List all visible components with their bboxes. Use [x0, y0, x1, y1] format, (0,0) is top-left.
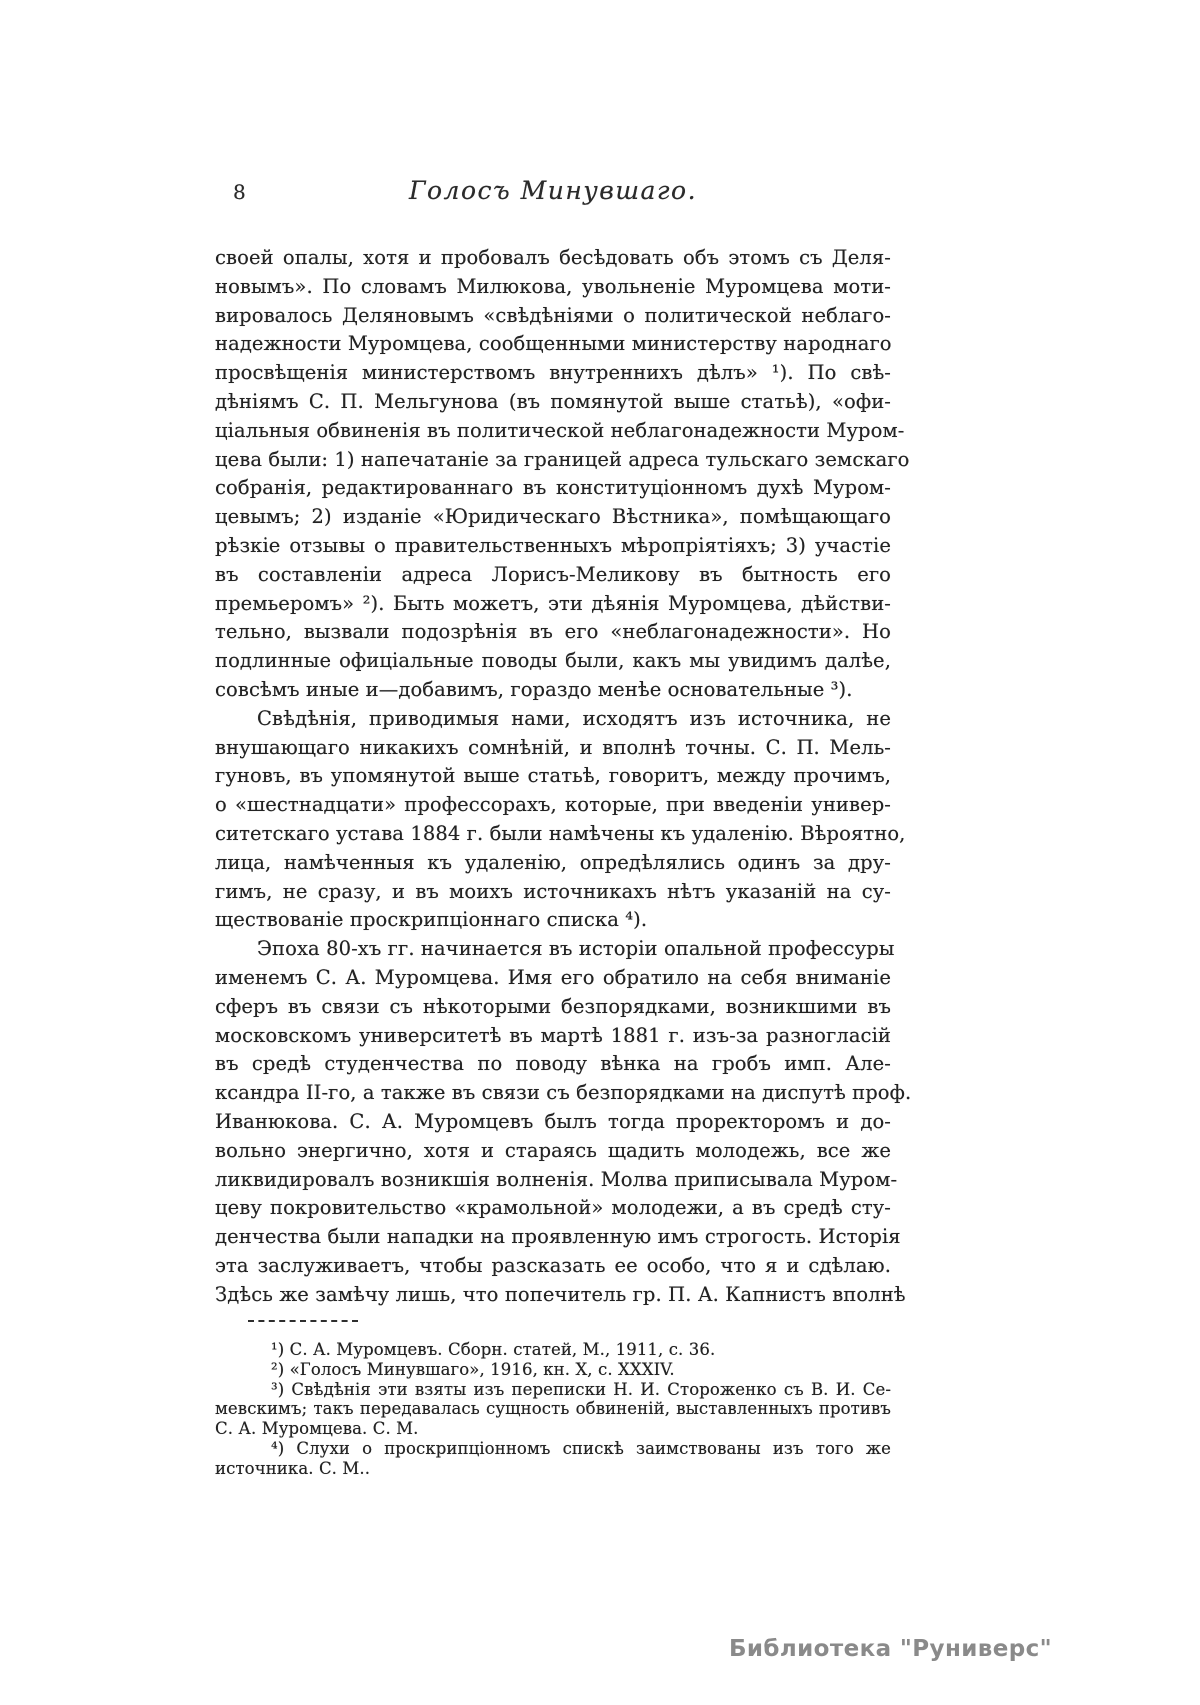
body-line: Здѣсь же замѣчу лишь, что попечитель гр. П. А. Капнистъ вполнѣ [215, 1282, 906, 1306]
body-line: вольно энергично, хотя и стараясь щадить молодежь, все же [215, 1138, 891, 1162]
page-number: 8 [233, 180, 246, 204]
body-line: эта заслуживаетъ, чтобы разсказать ее особо, что я и сдѣлаю. [215, 1253, 891, 1277]
body-line: цева были: 1) напечатаніе за границей адреса тульскаго земскаго [215, 447, 910, 471]
footnote-line: С. А. Муромцева. С. М. [215, 1419, 419, 1439]
footnote-line: ¹) С. А. Муромцевъ. Сборн. статей, М., 1911, с. 36. [271, 1340, 716, 1359]
body-paragraph [215, 244, 910, 705]
footnotes [215, 1340, 891, 1479]
body-line: гуновъ, въ упомянутой выше статьѣ, говоритъ, между прочимъ, [215, 764, 891, 788]
body-line: премьеромъ» ²). Быть можетъ, эти дѣянія Муромцева, дѣйстви- [215, 591, 891, 615]
body-line: ликвидировалъ возникшія волненія. Молва приписывала Муром- [215, 1167, 898, 1191]
body-line: цевымъ; 2) изданіе «Юридическаго Вѣстника», помѣщающаго [215, 505, 891, 529]
body-line: въ составленіи адреса Лорисъ-Меликову въ бытность его [215, 562, 891, 586]
body-line: Эпоха 80-хъ гг. начинается въ исторіи опальной профессуры [257, 937, 895, 961]
body-line: о «шестнадцати» профессорахъ, которые, при введеніи универ- [215, 793, 891, 817]
footnote-line: источника. С. М.. [215, 1458, 371, 1478]
body-line: сферъ въ связи съ нѣкоторыми безпорядками, возникшими въ [215, 994, 891, 1018]
body-line: денчества были нападки на проявленную имъ строгость. Исторія [215, 1225, 901, 1249]
body-line: гимъ, не сразу, и въ моихъ источникахъ нѣтъ указаній на су- [215, 879, 891, 903]
body-line: ществованіе проскрипціоннаго списка ⁴). [215, 908, 648, 932]
body-line: подлинные офиціальные поводы были, какъ мы увидимъ далѣе, [215, 649, 891, 673]
footnote-paragraph [215, 1360, 891, 1380]
body-line: ціальныя обвиненія въ политической неблагонадежности Муром- [215, 418, 905, 442]
body-paragraph [215, 935, 912, 1309]
footnote-separator-rule [248, 1320, 358, 1322]
body-line: новымъ». По словамъ Милюкова, увольненіе Муромцева моти- [215, 274, 891, 298]
footnote-line: ³) Свѣдѣнія эти взяты изъ переписки Н. И. Стороженко съ В. И. Се- [271, 1379, 891, 1399]
footnote-paragraph [215, 1380, 891, 1439]
footnote-line: ⁴) Слухи о проскрипціонномъ спискѣ заимствованы изъ того же [271, 1438, 891, 1458]
body-line: ксандра II-го, а также въ связи съ безпорядками на диспутѣ проф. [215, 1081, 912, 1105]
body-line: Иванюкова. С. А. Муромцевъ былъ тогда проректоромъ и до- [215, 1109, 891, 1133]
body-line: просвѣщенія министерствомъ внутреннихъ дѣлъ» ¹). По свѣ- [215, 361, 891, 385]
body-line: собранія, редактированнаго въ конституціонномъ духѣ Муром- [215, 476, 891, 500]
body-line: въ средѣ студенчества по поводу вѣнка на гробъ имп. Але- [215, 1052, 891, 1076]
body-line: вировалось Деляновымъ «свѣдѣніями о политической неблаго- [215, 303, 891, 327]
body-line: Свѣдѣнія, приводимыя нами, исходятъ изъ источника, не [257, 706, 891, 730]
body-line: дѣніямъ С. П. Мельгунова (въ помянутой выше статьѣ), «офи- [215, 389, 891, 413]
body-line: ситетскаго устава 1884 г. были намѣчены къ удаленію. Вѣроятно, [215, 821, 906, 845]
footnote-line: мевскимъ; такъ передавалась сущность обвиненій, выставленныхъ противъ [215, 1399, 891, 1419]
body-line: внушающаго никакихъ сомнѣній, и вполнѣ точны. С. П. Мель- [215, 735, 891, 759]
footnote-line: ²) «Голосъ Минувшаго», 1916, кн. X, с. XXXIV. [271, 1359, 675, 1379]
body-line: надежности Муромцева, сообщенными министерству народнаго [215, 332, 892, 356]
body-line: тельно, вызвали подозрѣнія въ его «неблагонадежности». Но [215, 620, 891, 644]
body-text [215, 244, 912, 1309]
body-line: московскомъ университетѣ въ мартѣ 1881 г. изъ-за разногласій [215, 1023, 891, 1047]
footnote-paragraph [215, 1340, 891, 1360]
body-line: именемъ С. А. Муромцева. Имя его обратило на себя вниманіе [215, 965, 891, 989]
body-paragraph [215, 705, 906, 935]
footnote-paragraph [215, 1439, 891, 1479]
body-line: цеву покровительство «крамольной» молодежи, а въ средѣ сту- [215, 1196, 891, 1220]
library-watermark: Библиотека "Руниверс" [728, 1636, 1052, 1662]
body-line: рѣзкіе отзывы о правительственныхъ мѣропріятіяхъ; 3) участіе [215, 533, 891, 557]
body-line: своей опалы, хотя и пробовалъ бесѣдовать объ этомъ съ Деля- [215, 246, 891, 269]
body-line: лица, намѣченныя къ удаленію, опредѣлялись одинъ за дру- [215, 850, 891, 874]
running-title: Голосъ Минувшаго. [408, 176, 698, 205]
body-line: совсѣмъ иные и—добавимъ, гораздо менѣе основательные ³). [215, 677, 853, 701]
